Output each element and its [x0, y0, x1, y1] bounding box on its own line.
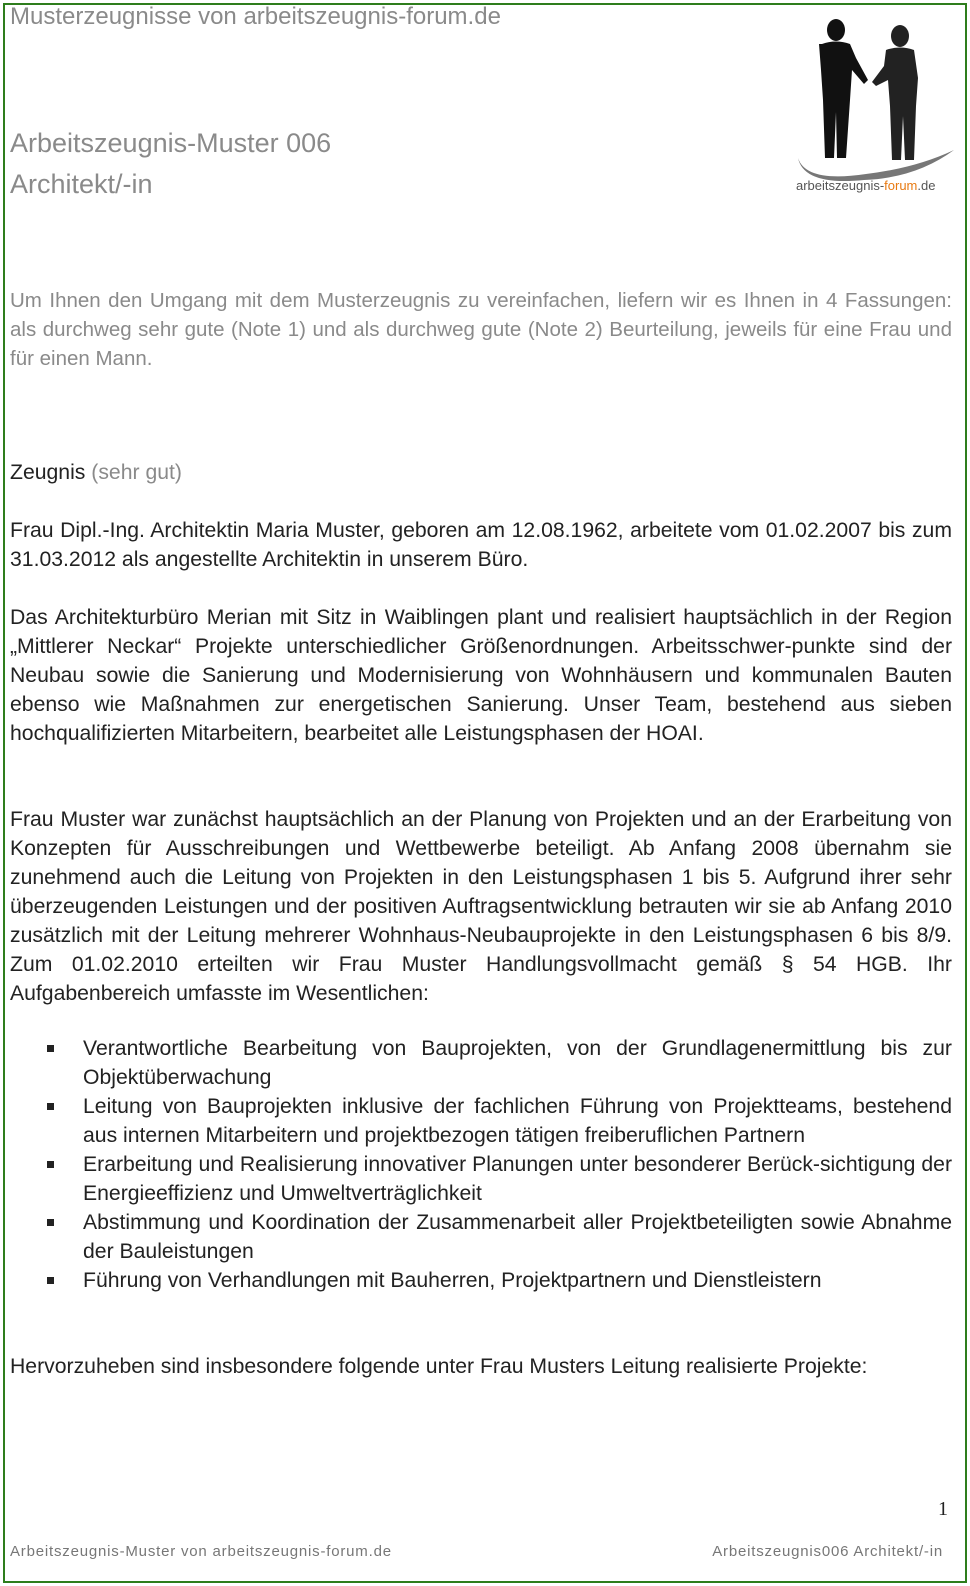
page-frame — [3, 3, 967, 1583]
task-list — [10, 1034, 952, 1295]
bullet-icon — [47, 1045, 54, 1052]
bullet-icon — [47, 1161, 54, 1168]
list-item — [10, 1150, 952, 1208]
list-item — [10, 1034, 952, 1092]
logo-text-accent: forum — [884, 178, 918, 193]
section-heading — [10, 458, 182, 487]
footer-left: Arbeitszeugnis-Muster von arbeitszeugnis-forum.de — [10, 1543, 392, 1560]
page-number: 1 — [938, 1498, 948, 1520]
bullet-icon — [47, 1103, 54, 1110]
paragraph-company: Das Architekturbüro Merian mit Sitz in Waiblingen plant und realisiert hauptsächlich in der Region „Mittlerer Neckar“ Projekte unterschiedlicher Größenordnungen. Arbeitsschwer-punkte sind der Neubau sowie die Sanierung und Modernisierung von Wohnhäusern und kommunalen Bauten ebenso wie Maßnahmen zur energetischen Sanierung. Unser Team, bestehend aus sieben hochqualifizierten Mitarbeitern, bearbeitet alle Leistungsphasen der HOAI. — [10, 606, 952, 745]
list-item-text: Abstimmung und Koordination der Zusammenarbeit aller Projektbeteiligten sowie Abnahme der Bauleistungen — [83, 1211, 952, 1263]
logo-text-main: arbeitszeugnis- — [796, 178, 885, 193]
site-title: Musterzeugnisse von arbeitszeugnis-forum.de — [10, 3, 501, 30]
document-title-line2: Architekt/-in — [10, 169, 153, 199]
document-title-line1: Arbeitszeugnis-Muster 006 — [10, 128, 332, 158]
list-item — [10, 1092, 952, 1150]
list-item — [10, 1208, 952, 1266]
document-title — [10, 123, 331, 205]
paragraph-duties: Frau Muster war zunächst hauptsächlich an der Planung von Projekten und an der Erarbeitung von Konzepten für Ausschreibungen und Wettbewerbe beteiligt. Ab Anfang 2008 übernahm sie zunehmend auch die Leitung von Projekten in den Leistungsphasen 1 bis 5. Aufgrund ihrer sehr überzeugenden Leistungen und der positiven Auftragsentwicklung betrauten wir sie ab Anfang 2010 zusätzlich mit der Leitung mehrerer Wohnhaus-Neubauprojekte in den Leistungsphasen 6 bis 8/9. Zum 01.02.2010 erteilten wir Frau Muster Handlungsvollmacht gemäß § 54 HGB. Ihr Aufgabenbereich umfasste im Wesentlichen: — [10, 808, 952, 1005]
bullet-icon — [47, 1219, 54, 1226]
logo-text-tld: .de — [917, 178, 936, 193]
footer-right: Arbeitszeugnis006 Architekt/-in — [712, 1543, 943, 1560]
bullet-icon — [47, 1277, 54, 1284]
section-heading-qualifier: (sehr gut) — [91, 461, 182, 484]
list-item-text: Erarbeitung und Realisierung innovativer Planungen unter besonderer Berück-sichtigung der Energieeffizienz und Umweltverträglichkeit — [83, 1153, 952, 1205]
logo-wordmark — [796, 178, 935, 193]
list-item-text: Führung von Verhandlungen mit Bauherren, Projektpartnern und Dienstleistern — [83, 1269, 822, 1292]
paragraph-closing: Hervorzuheben sind insbesondere folgende unter Frau Musters Leitung realisierte Projekte: — [10, 1355, 868, 1378]
intro-paragraph: Um Ihnen den Umgang mit dem Musterzeugnis zu vereinfachen, liefern wir es Ihnen in 4 Fassungen: als durchweg sehr gute (Note 1) und als durchweg gute (Note 2) Beurteilung, jeweils für eine Frau und für einen Mann. — [10, 289, 952, 370]
paragraph-employment: Frau Dipl.-Ing. Architektin Maria Muster, geboren am 12.08.1962, arbeitete vom 01.02.2007 bis zum 31.03.2012 als angestellte Architektin in unserem Büro. — [10, 519, 952, 571]
section-heading-label: Zeugnis — [10, 461, 86, 484]
list-item-text: Verantwortliche Bearbeitung von Bauprojekten, von der Grundlagenermittlung bis zur Objektüberwachung — [83, 1037, 952, 1089]
handshake-logo-icon — [796, 8, 958, 198]
list-item — [10, 1266, 952, 1295]
list-item-text: Leitung von Bauprojekten inklusive der fachlichen Führung von Projektteams, bestehend aus internen Mitarbeitern und projektbezogen tätigen freiberuflichen Partnern — [83, 1095, 952, 1147]
